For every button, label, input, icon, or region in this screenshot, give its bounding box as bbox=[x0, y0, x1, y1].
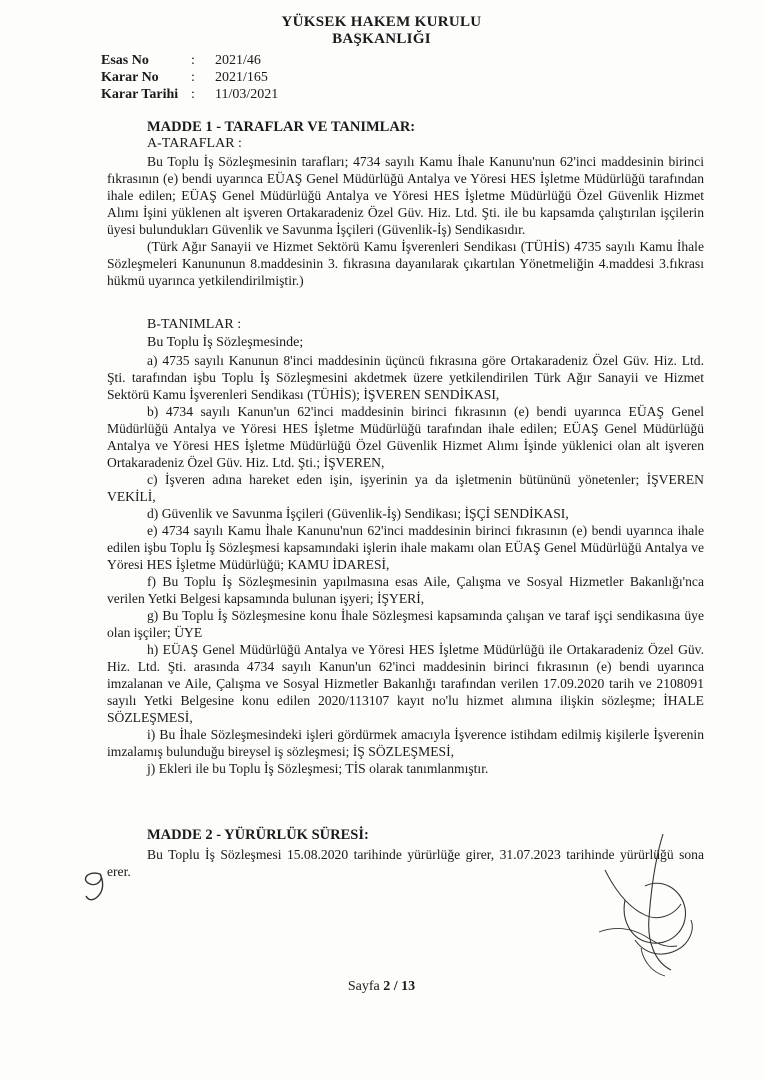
definition-item: g) Bu Toplu İş Sözleşmesine konu İhale Sözleşmesi kapsamında çalışan ve taraf işçi sendikasına üye olan işçiler; ÜYE bbox=[107, 608, 704, 640]
definitions-list bbox=[107, 352, 704, 777]
madde1-heading: MADDE 1 - TARAFLAR VE TANIMLAR: bbox=[147, 119, 416, 135]
institution-title: YÜKSEK HAKEM KURULU bbox=[281, 14, 482, 30]
definition-item: d) Güvenlik ve Savunma İşçileri (Güvenlik-İş) Sendikası; İŞÇİ SENDİKASI, bbox=[147, 506, 569, 521]
definition-item: f) Bu Toplu İş Sözleşmesinin yapılmasına esas Aile, Çalışma ve Sosyal Hizmetler Bakanlığı'nca verilen Yetki Belgesi kapsamında bulunan işyeri; İŞYERİ, bbox=[107, 574, 704, 606]
tanimlar-heading: B-TANIMLAR : bbox=[147, 317, 242, 332]
case-meta bbox=[101, 52, 278, 103]
tanimlar-intro: Bu Toplu İş Sözleşmesinde; bbox=[147, 335, 304, 350]
madde2-heading: MADDE 2 - YÜRÜRLÜK SÜRESİ: bbox=[147, 827, 369, 843]
definition-item: c) İşveren adına hareket eden işin, işyerinin ya da işletmenin bütününü yönetenler; İŞVEREN VEKİLİ, bbox=[107, 472, 704, 504]
institution-subtitle: BAŞKANLIĞI bbox=[332, 31, 431, 47]
page-number: Sayfa 2 / 13 bbox=[347, 979, 416, 994]
definition-item: a) 4735 sayılı Kanunun 8'inci maddesinin üçüncü fıkrasına göre Ortakaradeniz Özel Güv. Hiz. Ltd. Şti. tarafından işbu Toplu İş Sözleşmesini akdetmek üzere yetkilendirilen Türk Ağır Sanayii ve Hizmet Sektörü Kamu İşverenleri Sendikası (TÜHİS); İŞVEREN SENDİKASI, bbox=[107, 353, 704, 402]
taraflar-paragraph: Bu Toplu İş Sözleşmesinin tarafları; 4734 sayılı Kamu İhale Kanunu'nun 62'inci maddesinin birinci fıkrasının (e) bendi uyarınca EÜAŞ Genel Müdürlüğü Antalya ve Yöresi HES İşletme Müdürlüğü tarafından ihale edilen; EÜAŞ Genel Müdürlüğü Antalya ve Yöresi HES İşletme Müdürlüğü Özel Güvenlik Hizmet Alımı İşini yüklenen alt işveren Ortakaradeniz Özel Güv. Hiz. Ltd. Şti. ile bu kapsamda çalıştırılan işçilerin üyesi bulundukları Güvenlik ve Savunma İşçileri (Güvenlik-İş) Sendikasıdır. bbox=[107, 154, 704, 237]
definition-item: h) EÜAŞ Genel Müdürlüğü Antalya ve Yöresi HES İşletme Müdürlüğü ile Ortakaradeniz Özel Güv. Hiz. Ltd. Şti. arasında 4734 sayılı Kanun'un 62'inci maddesinin birinci fıkrasının (e) bendi uyarınca imzalanan ve Aile, Çalışma ve Sosyal Hizmetler Bakanlığı tarafından verilen 17.09.2020 tarih ve 2108091 sayılı Yetki Belgesine konu edilen 2020/113107 kayıt no'lu hizmet alımına ilişkin sözleşme; İHALE SÖZLEŞMESİ, bbox=[107, 642, 704, 725]
meta-row-karar: Karar No : 2021/165 bbox=[101, 70, 268, 85]
definition-item: j) Ekleri ile bu Toplu İş Sözleşmesi; TİS olarak tanımlanmıştır. bbox=[147, 761, 489, 776]
signature bbox=[585, 830, 715, 980]
madde2-text: Bu Toplu İş Sözleşmesi 15.08.2020 tarihinde yürürlüğe girer, 31.07.2023 tarihinde yürürlüğü sona erer. bbox=[107, 847, 704, 879]
taraflar-heading: A-TARAFLAR : bbox=[147, 136, 242, 151]
handwritten-initial bbox=[70, 866, 120, 906]
definition-item: b) 4734 sayılı Kanun'un 62'inci maddesinin birinci fıkrasının (e) bendi uyarınca EÜAŞ Genel Müdürlüğü Antalya ve Yöresi HES İşletme Müdürlüğü tarafından ihale edilen; EÜAŞ Genel Müdürlüğü Antalya ve Yöresi HES İşletme Müdürlüğü Özel Güvenlik Hizmet Alımı İşinde yüklenici olan alt işveren Ortakaradeniz Özel Güv. Hiz. Ltd. Şti.; İŞVEREN, bbox=[107, 404, 704, 470]
meta-row-tarih: Karar Tarihi : 11/03/2021 bbox=[101, 87, 279, 102]
meta-row-esas: Esas No : 2021/46 bbox=[101, 53, 261, 68]
definition-item: e) 4734 sayılı Kamu İhale Kanunu'nun 62'inci maddesinin birinci fıkrasının (e) bendi uyarınca ihale edilen işbu Toplu İş Sözleşmesi kapsamındaki işlerin ihale makamı olan EÜAŞ Genel Müdürlüğü Antalya ve Yöresi HES İşletme Müdürlüğü; KAMU İDARESİ, bbox=[107, 523, 704, 572]
tuhis-paragraph: (Türk Ağır Sanayii ve Hizmet Sektörü Kamu İşverenleri Sendikası (TÜHİS) 4735 sayılı Kamu İhale Sözleşmeleri Kanununun 8.maddesinin 3. fıkrasına dayanılarak çıkartılan Yönetmeliğin 4.maddesi 3.fıkrası hükmü uyarınca yetkilendirilmiştir.) bbox=[107, 239, 704, 288]
taraflar-section bbox=[107, 153, 704, 289]
definition-item: i) Bu İhale Sözleşmesindeki işleri gördürmek amacıyla İşverence istihdam edilmiş kişilerle İşverenin imzalamış bulunduğu bireysel iş sözleşmesi; İŞ SÖZLEŞMESİ, bbox=[107, 727, 704, 759]
